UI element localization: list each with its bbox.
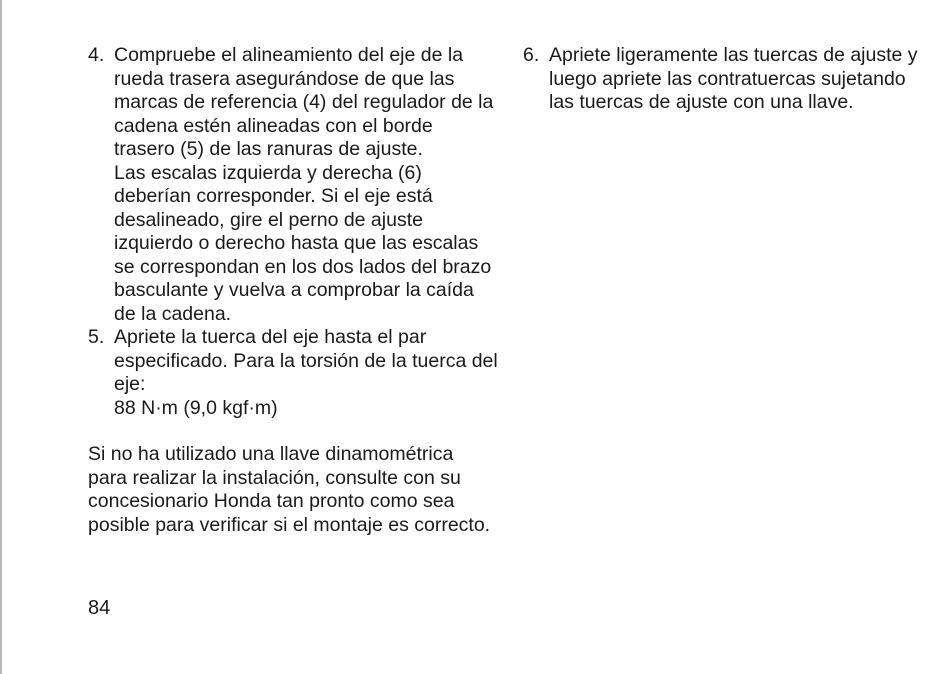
step-5-paragraph-1: Apriete la tuerca del eje hasta el par especificado. Para la torsión de la tuerca del eje: <box>114 326 498 395</box>
step-5-number: 5. <box>88 326 105 348</box>
step-6 <box>523 44 921 115</box>
step-6-number: 6. <box>523 44 540 66</box>
step-4-body <box>114 44 498 326</box>
page-edge <box>0 0 2 674</box>
step-6-paragraph-1: Apriete ligeramente las tuercas de ajuste y luego apriete las contratuercas sujetando las tuercas de ajuste con una llave. <box>549 44 918 113</box>
step-5-body <box>114 326 498 420</box>
right-column <box>523 44 921 115</box>
step-6-body <box>549 44 921 115</box>
step-4-paragraph-2: Las escalas izquierda y derecha (6) deberían corresponder. Si el eje está desalineado, gire el perno de ajuste izquierdo o derecho hasta que las escalas se correspondan en los dos lados del brazo basculante y vuelva a comprobar la caída de la cadena. <box>114 161 492 325</box>
step-5 <box>88 326 498 420</box>
step-4-paragraph-1: Compruebe el alineamiento del eje de la rueda trasera asegurándose de que las marcas de referencia (4) del regulador de la cadena estén alineadas con el borde trasero (5) de las ranuras de ajuste. <box>114 44 494 160</box>
step-4 <box>88 44 498 326</box>
torque-wrench-note: Si no ha utilizado una llave dinamométrica para realizar la instalación, consulte con su concesionario Honda tan pronto como sea posible para verificar si el montaje es correcto. <box>88 443 491 536</box>
left-column <box>88 44 498 557</box>
step-4-number: 4. <box>88 44 105 66</box>
page-number: 84 <box>88 597 111 619</box>
step-5-torque-value: 88 N·m (9,0 kgf·m) <box>114 396 278 419</box>
